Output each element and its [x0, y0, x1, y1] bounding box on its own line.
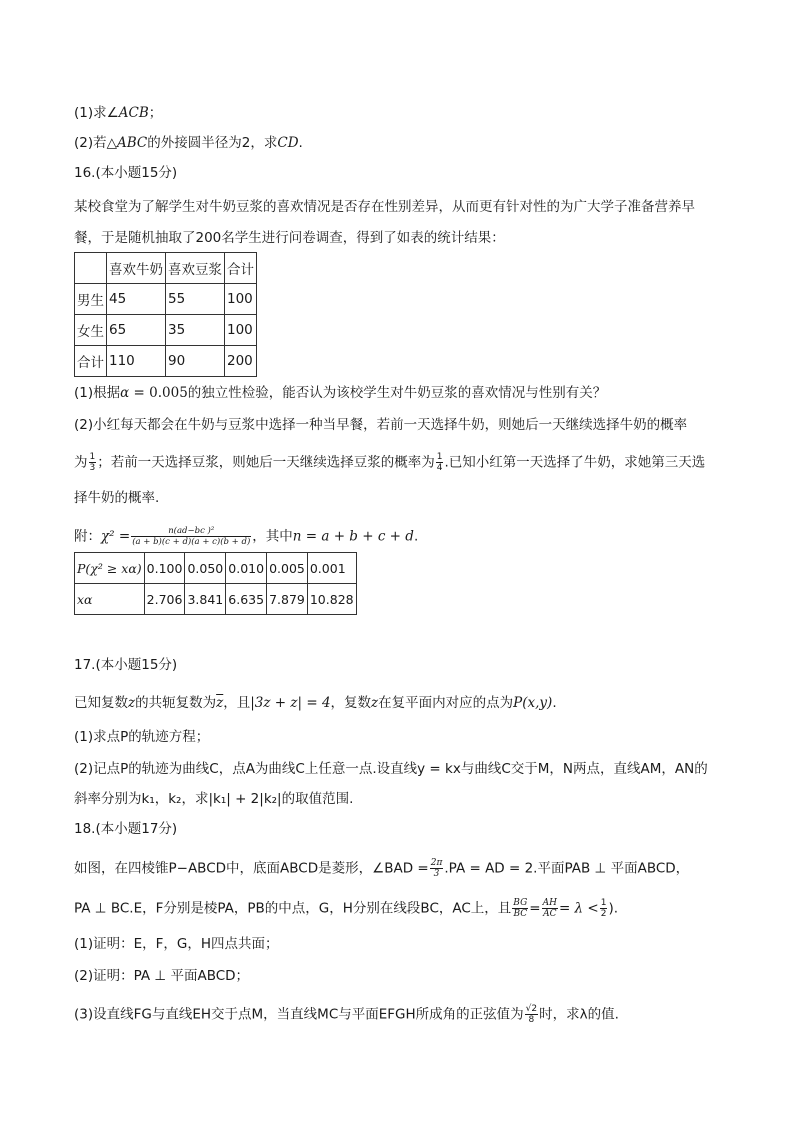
text: 的外接圆半径为2，求: [147, 135, 278, 151]
table-cell: 7.879: [267, 584, 308, 615]
text: =: [529, 900, 541, 917]
text: PA ⊥ BC.E，F分别是棱PA，PB的中点，G，H分别在线段BC，AC上，且: [74, 900, 512, 917]
fraction-numerator: 1: [436, 452, 443, 462]
fraction-numerator: 1: [89, 452, 96, 462]
table-cell: 0.005: [267, 553, 308, 584]
fraction-denominator: AC: [543, 909, 557, 919]
q18-header: 18.(本小题17分): [74, 821, 178, 837]
table-row: [75, 315, 257, 346]
fraction: [436, 452, 444, 473]
table-cell: 200: [225, 346, 257, 377]
table-row: [75, 584, 357, 615]
q16-survey-table: [74, 252, 257, 377]
table-row: [75, 253, 257, 284]
table-cell: 2.706: [144, 584, 185, 615]
q16-part2-line3: 择牛奶的概率.: [74, 490, 160, 506]
table-cell: 55: [166, 284, 225, 315]
text: .PA = AD = 2.平面PAB ⊥ 平面ABCD，: [444, 860, 690, 877]
q15-part2: [74, 134, 303, 152]
text: ，复数: [330, 695, 372, 711]
text: 已知复数: [74, 695, 128, 711]
q17-part1: (1)求点P的轨迹方程；: [74, 729, 210, 745]
table-header-cell: [75, 253, 107, 284]
text: .已知小红第一天选择了牛奶，求她第三天选: [444, 454, 706, 471]
math: z: [128, 695, 136, 711]
text: ，且: [223, 695, 251, 711]
table-cell: 100: [225, 315, 257, 346]
text: .: [413, 528, 419, 545]
text: ).: [608, 900, 619, 917]
table-header-cell: 喜欢豆浆: [166, 253, 225, 284]
q16-critical-value-table: [74, 552, 357, 615]
fraction-denominator: 4: [436, 463, 443, 473]
table-cell: 0.050: [185, 553, 226, 584]
math: = 0.005: [129, 385, 188, 401]
table-cell: 65: [107, 315, 166, 346]
q16-intro-line1: 某校食堂为了解学生对牛奶豆浆的喜欢情况是否存在性别差异，从而更有针对性的为广大学子准备营养早: [74, 199, 695, 215]
table-cell: 女生: [75, 315, 107, 346]
math: |3z + z| = 4: [250, 695, 331, 711]
text: (2)若△: [74, 135, 118, 151]
math: $\overline{z}$: [216, 695, 224, 711]
text: .: [298, 135, 303, 151]
table-cell: 45: [107, 284, 166, 315]
table-header-cell: xα: [75, 584, 145, 615]
math: χ² =: [101, 528, 131, 545]
text: 附：: [74, 528, 101, 545]
table-cell: 10.828: [307, 584, 356, 615]
q18-part2: (2)证明：PA ⊥ 平面ABCD；: [74, 968, 250, 984]
table-row: [75, 284, 257, 315]
math: ABC: [117, 135, 148, 151]
table-row: [75, 553, 357, 584]
table-header-cell: 喜欢牛奶: [107, 253, 166, 284]
text: (1)求∠: [74, 105, 119, 121]
table-cell: 6.635: [226, 584, 267, 615]
table-cell: 35: [166, 315, 225, 346]
fraction-denominator: 3: [433, 869, 440, 879]
fraction-numerator: √2: [525, 1004, 538, 1014]
q18-part3: [74, 1004, 619, 1025]
q16-formula: [74, 526, 418, 547]
text: (1)根据: [74, 385, 121, 401]
table-header-cell: P(χ² ≥ xα): [75, 553, 145, 584]
q18-intro-line1: [74, 858, 689, 879]
q17-header: 17.(本小题15分): [74, 657, 178, 673]
table-cell: 110: [107, 346, 166, 377]
table-cell: 100: [225, 284, 257, 315]
table-cell: 3.841: [185, 584, 226, 615]
math: ACB: [118, 105, 149, 121]
fraction-numerator: 1: [600, 898, 607, 908]
text: 为: [74, 454, 88, 471]
text: ，其中: [252, 528, 293, 545]
table-row: [75, 346, 257, 377]
table-cell: 0.010: [226, 553, 267, 584]
q16-part2-line1: (2)小红每天都会在牛奶与豆浆中选择一种当早餐，若前一天选择牛奶，则她后一天继续选择牛奶的概率: [74, 417, 688, 433]
fraction: [542, 898, 558, 919]
table-cell: 男生: [75, 284, 107, 315]
text: ；若前一天选择豆浆，则她后一天继续选择豆浆的概率为: [97, 454, 435, 471]
fraction-numerator: n(ad−bc )²: [131, 526, 251, 537]
table-cell: 90: [166, 346, 225, 377]
math: z: [371, 695, 379, 711]
fraction: [525, 1004, 538, 1025]
fraction: [512, 898, 528, 919]
fraction-denominator: BC: [513, 909, 528, 919]
q17-part2-line1: (2)记点P的轨迹为曲线C，点A为曲线C上任意一点.设直线y = kx与曲线C交于M，N两点，直线AM，AN的: [74, 761, 708, 777]
q16-part2-line2: [74, 452, 705, 473]
fraction: [131, 526, 251, 547]
table-header-cell: 合计: [225, 253, 257, 284]
text: 在复平面内对应的点为: [378, 695, 514, 711]
math: = λ <: [558, 900, 599, 917]
text: 的独立性检验，能否认为该校学生对牛奶豆浆的喜欢情况与性别有关？: [187, 385, 607, 401]
fraction-denominator: (a + b)(c + d)(a + c)(b + d): [132, 537, 251, 547]
q16-intro-line2: 餐，于是随机抽取了200名学生进行问卷调查，得到了如表的统计结果：: [74, 230, 505, 246]
text: 如图，在四棱锥P−ABCD中，底面ABCD是菱形，∠BAD =: [74, 860, 429, 877]
q17-intro: [74, 694, 557, 712]
q16-part1: [74, 384, 606, 402]
q16-header: 16.(本小题15分): [74, 165, 178, 181]
fraction: [430, 858, 444, 879]
math: CD: [277, 135, 299, 151]
math: n = a + b + c + d: [292, 528, 414, 545]
fraction-numerator: 2π: [430, 858, 443, 868]
fraction-denominator: 2: [600, 909, 607, 919]
q15-part1: [74, 104, 162, 122]
text: ；: [148, 105, 163, 121]
fraction-denominator: 3: [89, 463, 96, 473]
text: (3)设直线FG与直线EH交于点M，当直线MC与平面EFGH所成角的正弦值为: [74, 1006, 524, 1023]
fraction: [89, 452, 97, 473]
fraction: [600, 898, 608, 919]
q17-part2-line2: 斜率分别为k₁，k₂，求|k₁| + 2|k₂|的取值范围.: [74, 791, 354, 807]
text: .: [552, 695, 557, 711]
math: P(x,y): [513, 695, 553, 711]
fraction-numerator: BG: [513, 898, 528, 908]
math: α: [120, 385, 130, 401]
fraction-denominator: 8: [528, 1015, 535, 1025]
q18-part1: (1)证明：E，F，G，H四点共面；: [74, 936, 279, 952]
table-cell: 0.100: [144, 553, 185, 584]
text: 时，求λ的值.: [539, 1006, 619, 1023]
table-cell: 合计: [75, 346, 107, 377]
text: 的共轭复数为: [135, 695, 217, 711]
fraction-numerator: AH: [542, 898, 557, 908]
table-cell: 0.001: [307, 553, 356, 584]
q18-intro-line2: [74, 898, 618, 919]
